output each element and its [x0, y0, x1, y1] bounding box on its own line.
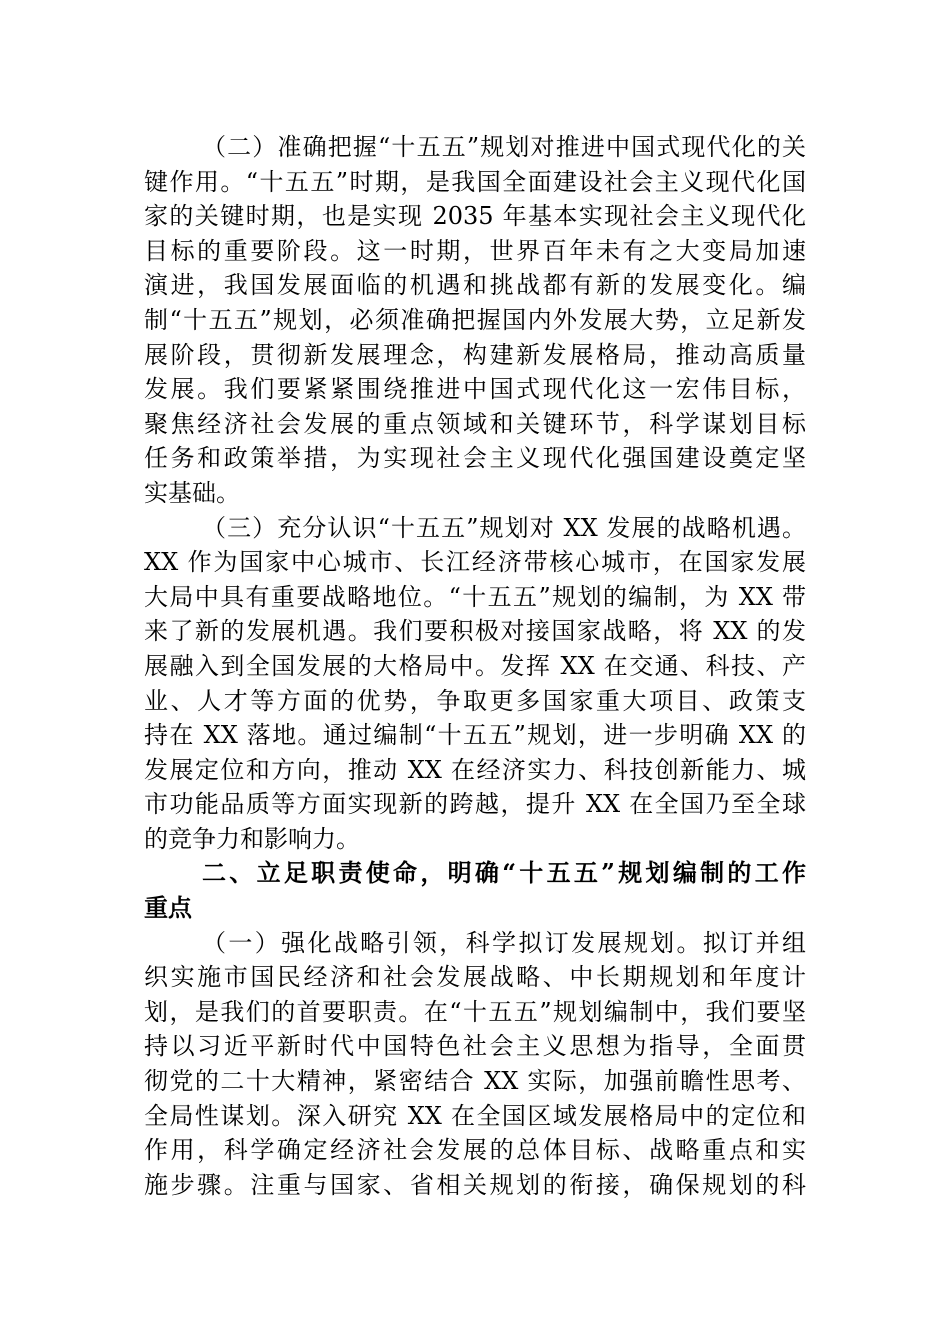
section-heading-line-2: 重点	[144, 893, 192, 923]
paragraph-3-line-4: 来了新的发展机遇。我们要积极对接国家战略，将 XX 的发	[144, 617, 806, 646]
paragraph-4-line-1: （一）强化战略引领，科学拟订发展规划。拟订并组	[202, 928, 806, 957]
paragraph-3-line-6: 业、人才等方面的优势，争取更多国家重大项目、政策支	[144, 686, 806, 715]
paragraph-3-line-10: 的竞争力和影响力。	[144, 824, 360, 853]
paragraph-2-line-8: 发展。我们要紧紧围绕推进中国式现代化这一宏伟目标，	[144, 375, 806, 404]
paragraph-2-line-9: 聚焦经济社会发展的重点领域和关键环节，科学谋划目标	[144, 409, 806, 438]
paragraph-4-line-4: 持以习近平新时代中国特色社会主义思想为指导，全面贯	[144, 1032, 806, 1061]
paragraph-3-line-8: 发展定位和方向，推动 XX 在经济实力、科技创新能力、城	[144, 755, 806, 784]
paragraph-2-line-6: 制“十五五”规划，必须准确把握国内外发展大势，立足新发	[144, 305, 806, 334]
paragraph-3-line-5: 展融入到全国发展的大格局中。发挥 XX 在交通、科技、产	[144, 651, 806, 680]
section-heading-line-1: 二、立足职责使命，明确“十五五”规划编制的工作	[202, 858, 806, 888]
document-body	[144, 130, 806, 1202]
paragraph-4-line-5: 彻党的二十大精神，紧密结合 XX 实际，加强前瞻性思考、	[144, 1067, 806, 1096]
paragraph-2-line-10: 任务和政策举措，为实现社会主义现代化强国建设奠定坚	[144, 444, 806, 473]
paragraph-4-line-3: 划，是我们的首要职责。在“十五五”规划编制中，我们要坚	[144, 997, 806, 1026]
paragraph-2-line-5: 演进，我国发展面临的机遇和挑战都有新的发展变化。编	[144, 271, 806, 300]
paragraph-2-line-1: （二）准确把握“十五五”规划对推进中国式现代化的关	[202, 133, 806, 161]
paragraph-4-line-7: 作用，科学确定经济社会发展的总体目标、战略重点和实	[144, 1136, 806, 1165]
paragraph-2-line-7: 展阶段，贯彻新发展理念，构建新发展格局，推动高质量	[144, 340, 806, 369]
paragraph-3-line-1: （三）充分认识“十五五”规划对 XX 发展的战略机遇。	[202, 513, 806, 542]
paragraph-2-line-2: 键作用。“十五五”时期，是我国全面建设社会主义现代化国	[144, 167, 806, 196]
paragraph-3-line-2: XX 作为国家中心城市、长江经济带核心城市，在国家发展	[144, 548, 806, 577]
paragraph-4-line-8: 施步骤。注重与国家、省相关规划的衔接，确保规划的科	[144, 1170, 806, 1199]
paragraph-4-line-2: 织实施市国民经济和社会发展战略、中长期规划和年度计	[144, 963, 806, 992]
paragraph-4-line-6: 全局性谋划。深入研究 XX 在全国区域发展格局中的定位和	[144, 1101, 806, 1130]
paragraph-2-line-3: 家的关键时期，也是实现 2035 年基本实现社会主义现代化	[144, 202, 806, 231]
paragraph-3-line-7: 持在 XX 落地。通过编制“十五五”规划，进一步明确 XX 的	[144, 721, 806, 750]
paragraph-3-line-3: 大局中具有重要战略地位。“十五五”规划的编制，为 XX 带	[144, 582, 806, 611]
paragraph-3-line-9: 市功能品质等方面实现新的跨越，提升 XX 在全国乃至全球	[144, 790, 806, 819]
paragraph-2-line-11: 实基础。	[144, 478, 240, 507]
paragraph-2-line-4: 目标的重要阶段。这一时期，世界百年未有之大变局加速	[144, 236, 806, 265]
